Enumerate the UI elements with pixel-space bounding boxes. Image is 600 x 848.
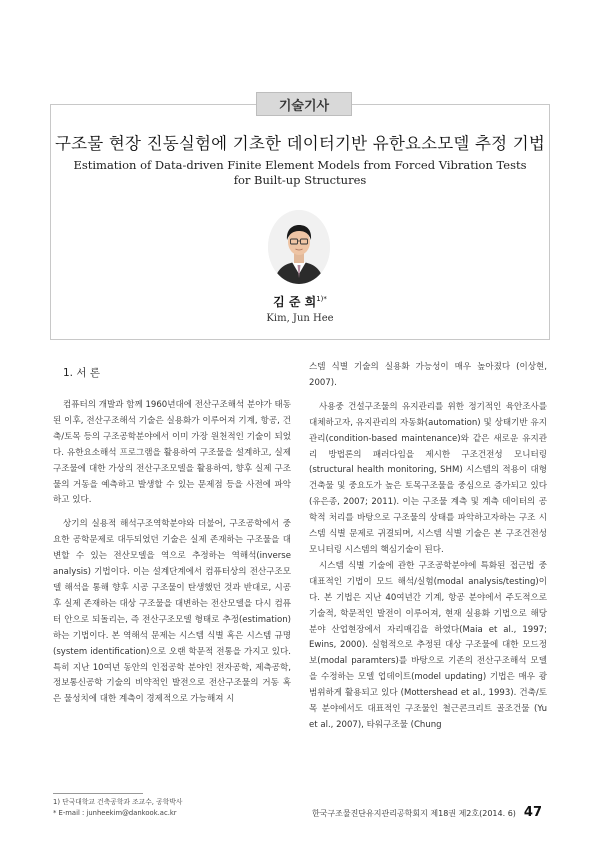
body-paragraph: 사용중 건설구조물의 유지관리를 위한 정기적인 육안조사를 대체하고자, 유지관리의 자동화(automation) 및 상태기반 유지관리(condition-based maintenance)와 같은 새로운 유지관리 방법론의 패러다임을 제시한 구조건전성 모니터링(structural health monitoring, SHM) 시스템의 적용이 대형 건축물 및 중요도가 높은 토목구조물을 중심으로 증가되고 있다 (유은종, 2007; 2011). 이는 구조물 계측 및 계측 데이터의 공학적 처리를 바탕으로 구조물의 상태를 파악하고자하는 구조 시스템 식별 문제로 귀결되며, 시스템 식별 기술은 본 구조건전성 모니터링 시스템의 핵심기술이 된다. <box>309 401 547 555</box>
article-title-korean: 구조물 현장 진동실험에 기초한 데이터기반 유한요소모델 추정 기법 <box>54 134 545 153</box>
page-number: 47 <box>523 805 542 820</box>
author-portrait-illustration <box>268 210 330 284</box>
author-photo <box>268 210 330 284</box>
body-paragraph: 스템 식별 기술의 실용화 가능성이 매우 높아졌다 (이상현, 2007). <box>309 362 547 388</box>
page-footer <box>312 805 542 820</box>
author-name-english: Kim, Jun Hee <box>266 313 334 324</box>
footnote-email: * E-mail : junheekim@dankook.ac.kr <box>53 809 177 817</box>
footnote-divider <box>53 793 143 794</box>
footnote-affiliation: 1) 단국대학교 건축공학과 조교수, 공학박사 <box>53 798 183 806</box>
author-footnote-mark: 1)* <box>316 295 327 303</box>
journal-citation: 한국구조물진단유지관리공학회지 제18권 제2호(2014. 6) <box>311 809 516 818</box>
author-name-korean: 김 준 희$^{1)*}$ <box>273 295 327 309</box>
body-paragraph: 상기의 실용적 해석구조역학분야와 더불어, 구조공학에서 중요한 공학문제로 대두되었던 기술은 실제 존재하는 구조물을 대변할 수 있는 전산모델을 역으로 추정하는 역해석(inverse analysis) 기법이다. 이는 설계단계에서 컴퓨터상의 전산구조모델 해석을 통해 향후 시공 구조물이 탄생했던 것과 반대로, 시공 후 실제 존재하는 대상 구조물을 대변하는 전산모델을 다시 컴퓨터 안으로 되돌리는, 즉 전산구조모델 형태로 추정(estimation)하는 기법이다. 본 역해석 문제는 시스템 식별 혹은 시스템 규명(system identification)으로 오랜 학문적 전통을 가지고 있다. 특히 지난 10여년 동안의 인접공학 분야인 전자공학, 제측공학, 정보통신공학 기술의 비약적인 발전으로 전산구조물의 거동 혹은 물성치에 대한 계측이 경제적으로 가능해져 시 <box>53 519 291 705</box>
section-heading: 1. 서 론 <box>63 367 100 379</box>
article-category-badge: 기술기사 <box>256 92 352 116</box>
body-paragraph: 컴퓨터의 개발과 함께 1960년대에 전산구조해석 분야가 태동된 이후, 전산구조해석 기술은 실용화가 이루어져 기계, 항공, 건축/토목 등의 구조공학분야에서 이미 가장 원천적인 기술이 되었다. 유한요소해석 프로그램을 활용하여 구조물을 설계하고, 실제 구조물에 대한 가상의 전산구조모델을 활용하여, 향후 실제 구조물의 거동을 예측하고 발생할 수 있는 문제점 등을 사전에 파악하고 있다. <box>53 400 291 506</box>
body-column-right <box>309 360 547 734</box>
body-column-left <box>53 360 291 708</box>
body-paragraph: 시스템 식별 기술에 관한 구조공학분야에 특화된 접근법 중 대표적인 기법이 모드 해석/실험(modal analysis/testing)이다. 본 기법은 지난 40여년간 기계, 항공 분야에서 주도적으로 기술적, 학문적인 발전이 이루어져, 현재 실용화 기법으로 해당분야 산업현장에서 자리매김을 하였다(Maia et al., 1997; Ewins, 2000). 실험적으로 추정된 대상 구조물에 대한 모드정보(modal paramters)를 바탕으로 기존의 전산구조해석 모델을 수정하는 모델 업데이트(model updating) 기법은 매우 광범위하게 활용되고 있다 (Mottershead et al., 1993). 건축/토목 분야에서도 대표적인 구조물인 철근콘크리트 골조건물 (Yu et al., 2007), 타워구조물 (Chung <box>309 560 547 730</box>
article-title-english: Estimation of Data-driven Finite Element Models from Forced Vibration Tests for Built-up Structures <box>73 158 527 187</box>
